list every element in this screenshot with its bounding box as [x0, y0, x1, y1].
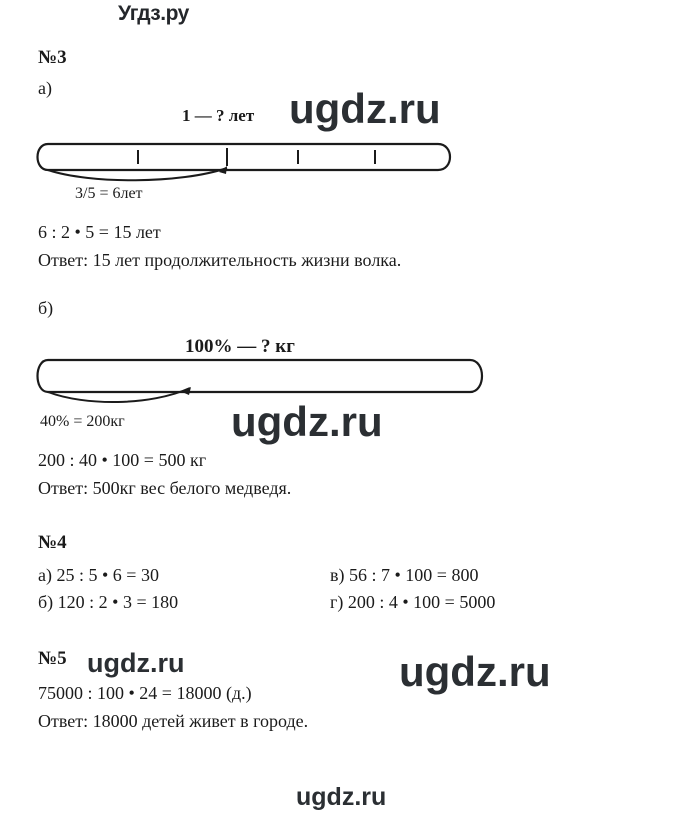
task3-part-a-label: а) — [38, 78, 52, 98]
diagram-a — [30, 100, 460, 200]
task-number-3: №3 — [38, 47, 67, 68]
task3-b-equation: 200 : 40 • 100 = 500 кг — [38, 450, 207, 470]
diagram-b-top-caption: 100% — ? кг — [185, 336, 295, 357]
task4-item-g: г) 200 : 4 • 100 = 5000 — [330, 592, 496, 612]
diagram-a-bottom-caption: 3/5 = 6лет — [75, 185, 143, 202]
task4-item-b: б) 120 : 2 • 3 = 180 — [38, 592, 179, 612]
task3-b-answer: Ответ: 500кг вес белого медведя. — [38, 478, 292, 498]
task-number-5: №5 — [38, 648, 67, 669]
task3-a-equation: 6 : 2 • 5 = 15 лет — [38, 222, 161, 242]
watermark: ugdz.ru — [289, 85, 441, 132]
site-logo: Угдз.ру — [118, 2, 189, 25]
watermark: ugdz.ru — [296, 783, 387, 811]
diagram-b — [30, 330, 490, 430]
watermark: ugdz.ru — [231, 398, 383, 445]
watermark: ugdz.ru — [87, 648, 185, 678]
task4-item-v: в) 56 : 7 • 100 = 800 — [330, 565, 479, 585]
task3-part-b-label: б) — [38, 298, 54, 318]
watermark: ugdz.ru — [399, 648, 551, 695]
task5-answer: Ответ: 18000 детей живет в городе. — [38, 711, 309, 731]
task-number-4: №4 — [38, 532, 67, 553]
diagram-b-bottom-caption: 40% = 200кг — [40, 413, 125, 430]
task3-a-answer: Ответ: 15 лет продолжительность жизни волка. — [38, 250, 402, 270]
diagram-a-top-caption: 1 — ? лет — [182, 106, 255, 125]
task4-item-a: а) 25 : 5 • 6 = 30 — [38, 565, 159, 585]
task5-equation: 75000 : 100 • 24 = 18000 (д.) — [38, 683, 252, 703]
